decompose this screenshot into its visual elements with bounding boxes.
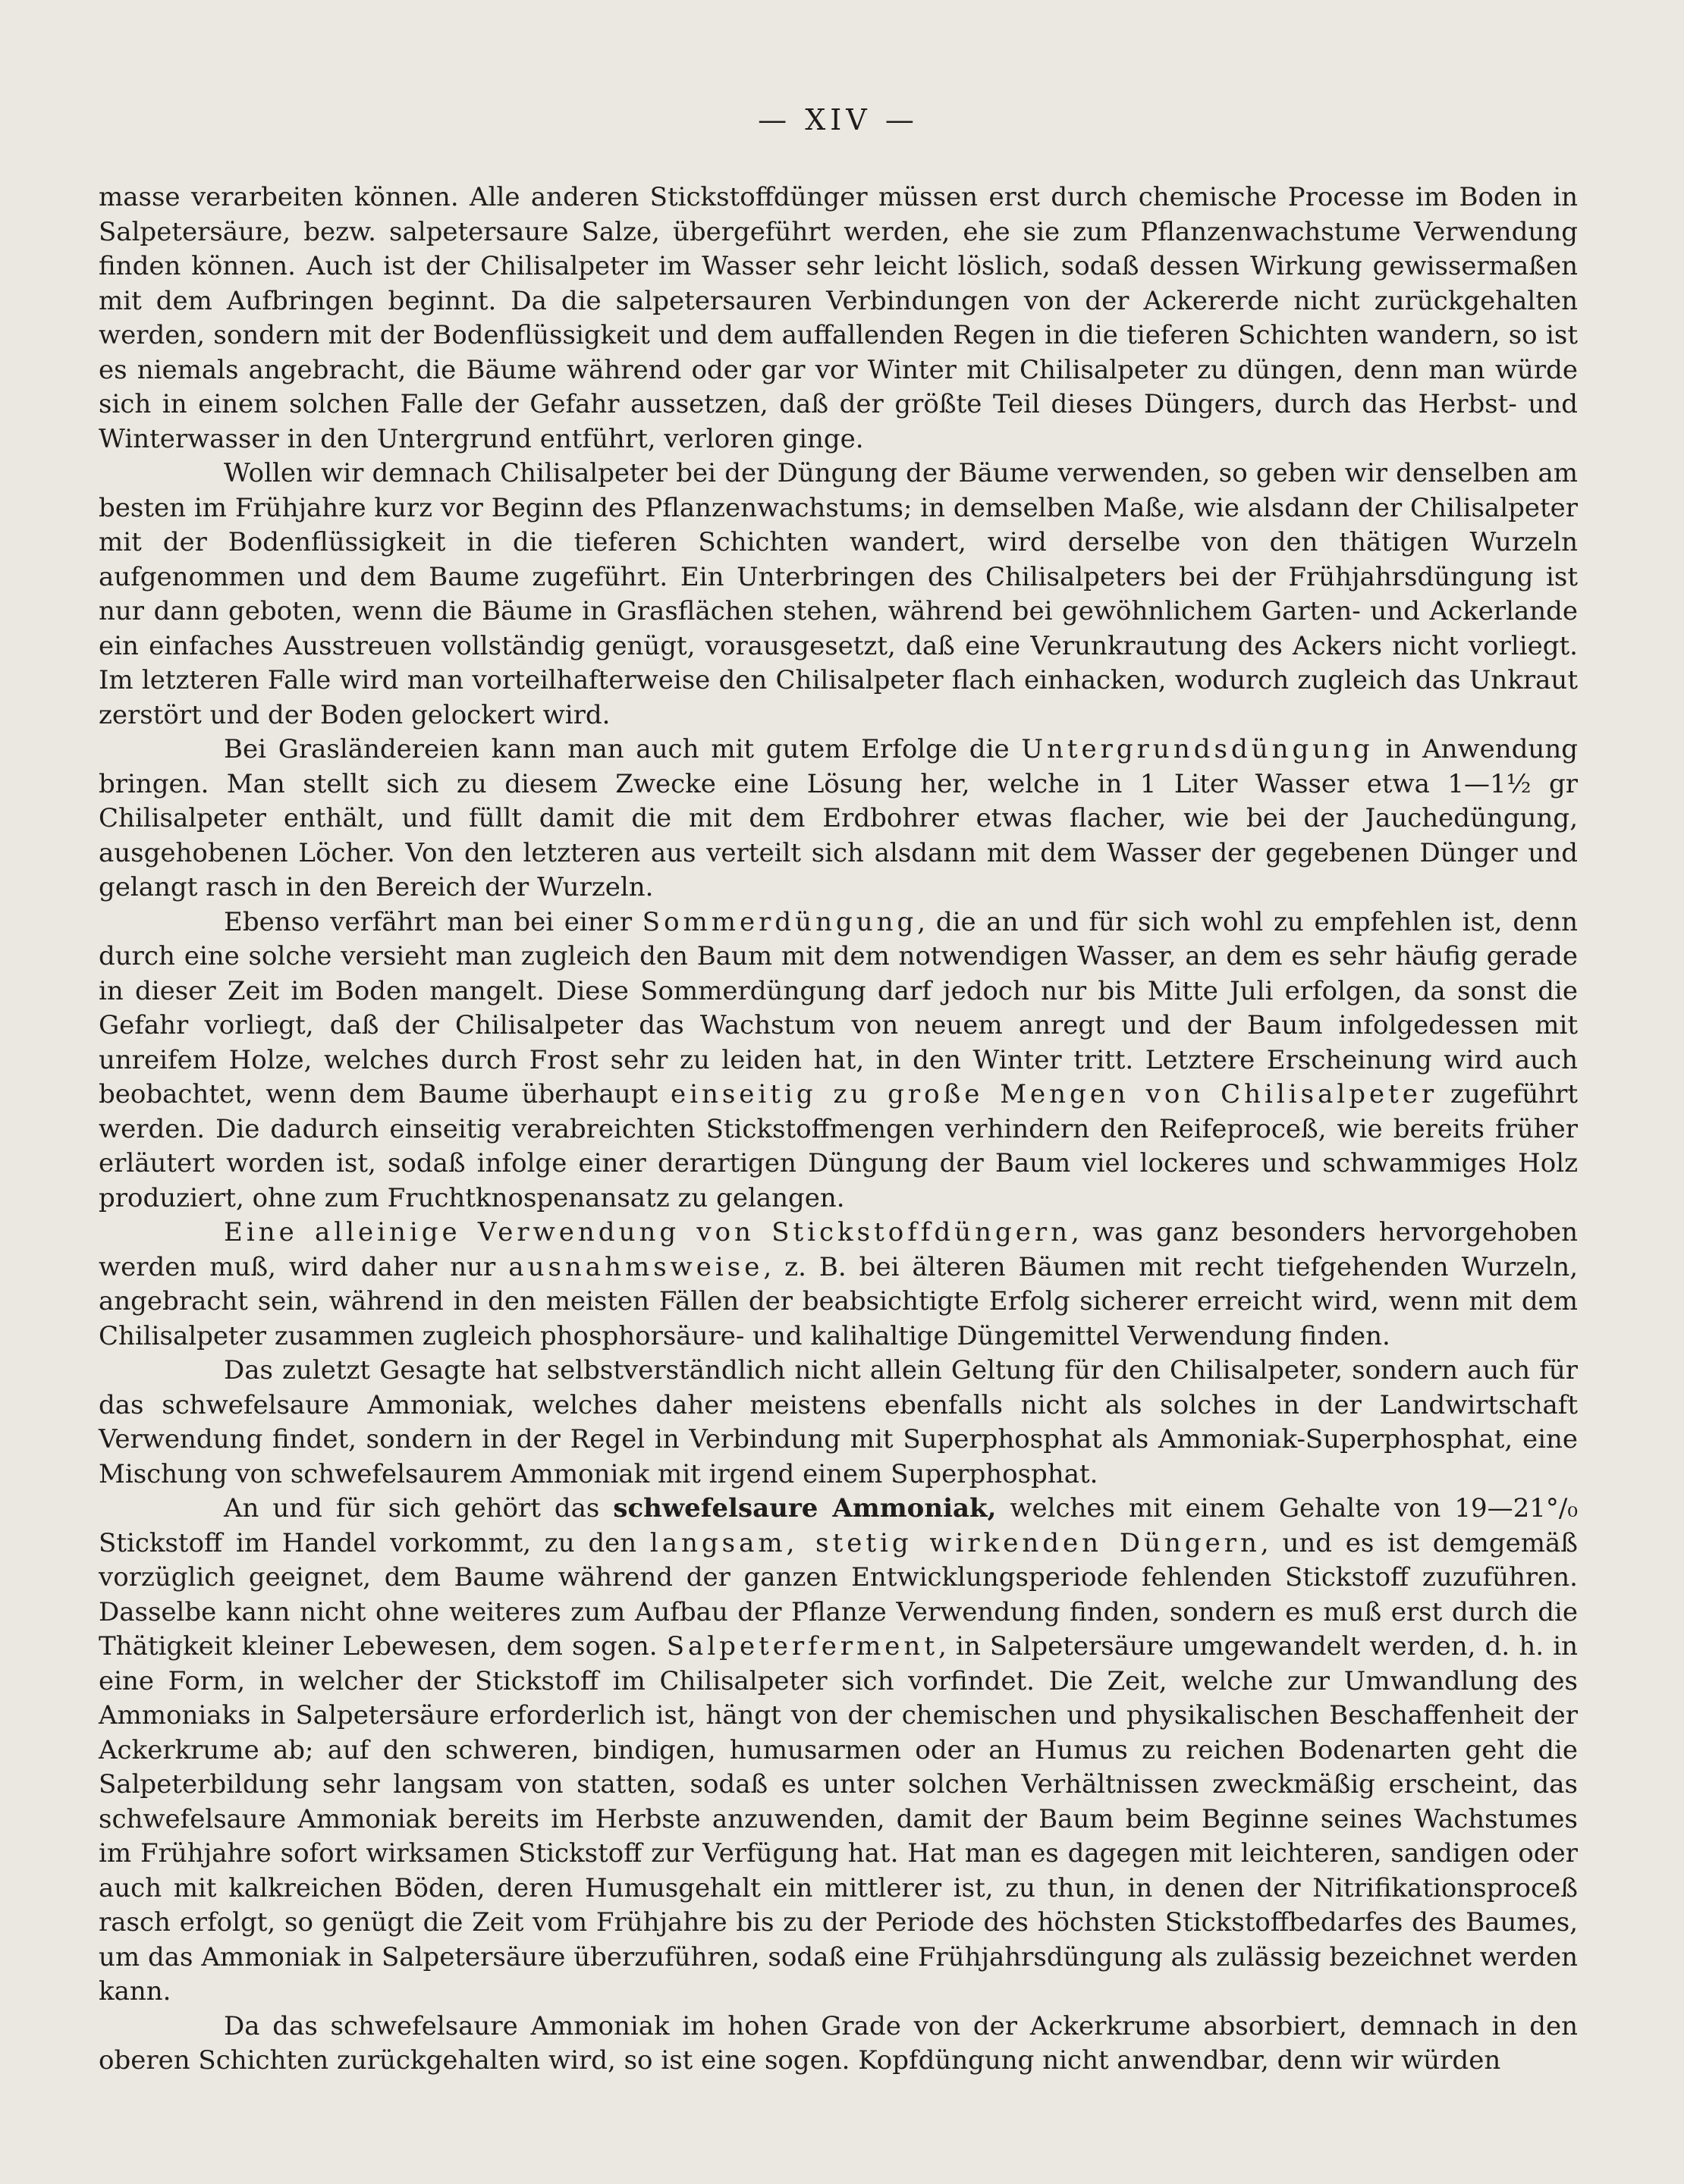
- spaced-emphasis: ausnahmsweise: [508, 1251, 764, 1282]
- paragraph: [99, 1492, 1578, 2010]
- text-segment: Da das schwefelsaure Ammoniak im hohen Grade von der Ackerkrume absorbiert, demnach in den oberen Schichten zurückgehalten wird, so ist eine sogen. Kopfdüngung nicht anwendbar, denn wir würden: [99, 2010, 1578, 2076]
- paragraph: [99, 1354, 1578, 1492]
- text-segment: welches mit einem Gehalte von 19—21°/₀ Stickstoff im Handel vorkommt, zu den: [99, 1493, 1579, 1558]
- spaced-emphasis: Eine alleinige Verwendung von Stickstoffdüngern: [224, 1217, 1072, 1247]
- paragraph: [99, 2010, 1578, 2079]
- spaced-emphasis: Sommerdüngung: [642, 906, 918, 937]
- spaced-emphasis: langsam, stetig wirkenden Düngern: [649, 1527, 1261, 1558]
- text-segment: , in Salpetersäure umgewandelt werden, d. h. in eine Form, in welcher der Stickstoff im Chilisalpeter sich vorfindet. Die Zeit, welche zur Umwandlung des Ammoniaks in Salpetersäure erforderlich ist, hängt von der chemischen und physikalischen Beschaffenheit der Ackerkrume ab; auf den schweren, bindigen, humusarmen oder an Humus zu reichen Bodenarten geht die Salpeterbildung sehr langsam von statten, sodaß es unter solchen Verhältnissen zweckmäßig erscheint, das schwefelsaure Ammoniak bereits im Herbste anzuwenden, damit der Baum beim Beginne seines Wachstumes im Frühjahre sofort wirksamen Stickstoff zur Verfügung hat. Hat man es dagegen mit leichteren, sandigen oder auch mit kalkreichen Böden, deren Humusgehalt ein mittlerer ist, zu thun, in denen der Nitrifikationsproceß rasch erfolgt, so genügt die Zeit vom Frühjahre bis zu der Periode des höchsten Stickstoffbedarfes des Baumes, um das Ammoniak in Salpetersäure überzuführen, sodaß eine Frühjahrsdüngung als zulässig bezeichnet werden kann.: [99, 1631, 1578, 2007]
- text-segment: , was ganz besonders hervorgehoben werden muß, wird daher nur: [99, 1217, 1578, 1282]
- bold-term: schwefelsaure Ammoniak,: [613, 1493, 997, 1523]
- paragraph: [99, 457, 1578, 733]
- text-segment: zugeführt werden. Die dadurch einseitig verabreichten Stickstoffmengen verhindern den Reifeproceß, wie bereits früher erläutert worden ist, sodaß infolge einer derartigen Düngung der Baum viel lockeres und schwammiges Holz produziert, ohne zum Fruchtknospenansatz zu gelangen.: [99, 1079, 1579, 1213]
- paragraph: [99, 180, 1578, 457]
- spaced-emphasis: Salpeterferment: [666, 1631, 938, 1662]
- paragraph: [99, 1216, 1578, 1354]
- text-segment: Bei Grasländereien kann man auch mit gutem Erfolge die: [224, 734, 1022, 764]
- spaced-emphasis: Untergrundsdüngung: [1021, 734, 1374, 764]
- text-segment: in Anwendung bringen. Man stellt sich zu diesem Zwecke eine Lösung her, welche in 1 Liter Wasser etwa 1—1½ gr Chilisalpeter enthält, und füllt damit die mit dem Erdbohrer etwas flacher, wie bei der Jauchedüngung, ausgehobenen Löcher. Von den letzteren aus verteilt sich alsdann mit dem Wasser der gegebenen Dünger und gelangt rasch in den Bereich der Wurzeln.: [99, 734, 1578, 902]
- paragraph: [99, 905, 1578, 1216]
- text-segment: An und für sich gehört das: [224, 1493, 614, 1523]
- page-number: — XIV —: [758, 103, 919, 136]
- text-segment: Ebenso verfährt man bei einer: [224, 906, 642, 937]
- text-segment: , und es ist demgemäß vorzüglich geeignet, dem Baume während der ganzen Entwicklungsperiode fehlenden Stickstoff zuzuführen. Dasselbe kann nicht ohne weiteres zum Aufbau der Pflanze Verwendung finden, sondern es muß erst durch die Thätigkeit kleiner Lebewesen, dem sogen.: [99, 1527, 1578, 1662]
- paragraph: [99, 733, 1578, 905]
- text-segment: , die an und für sich wohl zu empfehlen ist, denn durch eine solche versieht man zugleich den Baum mit dem notwendigen Wasser, an dem es sehr häufig gerade in dieser Zeit im Boden mangelt. Diese Sommerdüngung darf jedoch nur bis Mitte Juli erfolgen, da sonst die Gefahr vorliegt, daß der Chilisalpeter das Wachstum von neuem anregt und der Baum infolgedessen mit unreifem Holze, welches durch Frost sehr zu leiden hat, in den Winter tritt. Letztere Erscheinung wird auch beobachtet, wenn dem Baume überhaupt: [99, 906, 1578, 1109]
- spaced-emphasis: einseitig zu große Mengen von Chilisalpeter: [670, 1079, 1438, 1109]
- body-text: [99, 180, 1578, 2079]
- text-segment: Wollen wir demnach Chilisalpeter bei der Düngung der Bäume verwenden, so geben wir denselben am besten im Frühjahre kurz vor Beginn des Pflanzenwachstums; in demselben Maße, wie alsdann der Chilisalpeter mit der Bodenflüssigkeit in die tieferen Schichten wandert, wird derselbe von den thätigen Wurzeln aufgenommen und dem Baume zugeführt. Ein Unterbringen des Chilisalpeters bei der Frühjahrsdüngung ist nur dann geboten, wenn die Bäume in Grasflächen stehen, während bei gewöhnlichem Garten- und Ackerlande ein einfaches Ausstreuen vollständig genügt, vorausgesetzt, daß eine Verunkrautung des Ackers nicht vorliegt. Im letzteren Falle wird man vorteilhafterweise den Chilisalpeter flach einhacken, wodurch zugleich das Unkraut zerstört und der Boden gelockert wird.: [99, 458, 1578, 730]
- text-segment: , z. B. bei älteren Bäumen mit recht tiefgehenden Wurzeln, angebracht sein, während in den meisten Fällen der beabsichtigte Erfolg sicherer erreicht wird, wenn mit dem Chilisalpeter zusammen zugleich phosphorsäure- und kalihaltige Düngemittel Verwendung finden.: [99, 1251, 1578, 1351]
- text-segment: masse verarbeiten können. Alle anderen Stickstoffdünger müssen erst durch chemische Processe im Boden in Salpetersäure, bezw. salpetersaure Salze, übergeführt werden, ehe sie zum Pflanzenwachstume Verwendung finden können. Auch ist der Chilisalpeter im Wasser sehr leicht löslich, sodaß dessen Wirkung gewissermaßen mit dem Aufbringen beginnt. Da die salpetersauren Verbindungen von der Ackererde nicht zurückgehalten werden, sondern mit der Bodenflüssigkeit und dem auffallenden Regen in die tieferen Schichten wandern, so ist es niemals angebracht, die Bäume während oder gar vor Winter mit Chilisalpeter zu düngen, denn man würde sich in einem solchen Falle der Gefahr aussetzen, daß der größte Teil dieses Düngers, durch das Herbst- und Winterwasser in den Untergrund entführt, verloren ginge.: [99, 182, 1578, 454]
- text-segment: Das zuletzt Gesagte hat selbstverständlich nicht allein Geltung für den Chilisalpeter, sondern auch für das schwefelsaure Ammoniak, welches daher meistens ebenfalls nicht als solches in der Landwirtschaft Verwendung findet, sondern in der Regel in Verbindung mit Superphosphat als Ammoniak-Superphosphat, eine Mischung von schwefelsaurem Ammoniak mit irgend einem Superphosphat.: [99, 1355, 1578, 1489]
